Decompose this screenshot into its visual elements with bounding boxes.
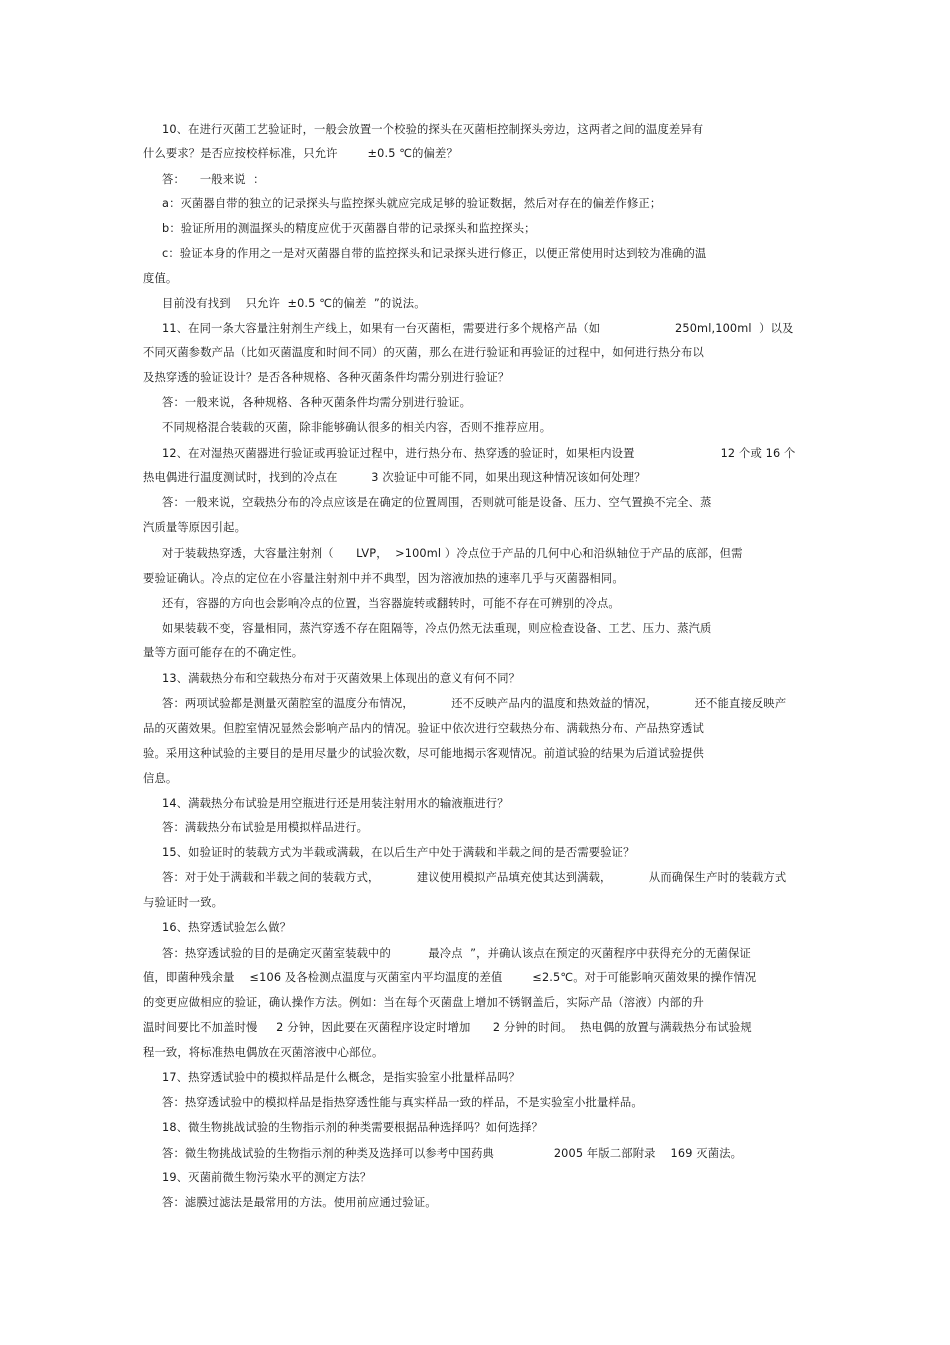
text-line: 值，即菌种残余量 ≤106 及各检测点温度与灭菌室内平均温度的差值 ≤2.5℃。对于可能影响灭菌效果的操作情况 — [143, 971, 757, 984]
text-line: 什么要求？是否应按校样标准，只允许 ±0.5 ℃的偏差？ — [143, 147, 458, 160]
text-line: 16、热穿透试验怎么做？ — [162, 921, 292, 934]
text-line: 不同灭菌参数产品（比如灭菌温度和时间不同）的灭菌，那么在进行验证和再验证的过程中，如何进行热分布以 — [143, 346, 704, 359]
text-line: 17、热穿透试验中的模拟样品是什么概念，是指实验室小批量样品吗？ — [162, 1071, 521, 1084]
text-line: 答：微生物挑战试验的生物指示剂的种类及选择可以参考中国药典 2005 年版二部附录 169 灭菌法。 — [162, 1147, 743, 1160]
text-line: 温时间要比不加盖时慢 2 分钟，因此要在灭菌程序设定时增加 2 分钟的时间。 热电偶的放置与满载热分布试验规 — [143, 1021, 752, 1034]
text-line: 品的灭菌效果。但腔室情况显然会影响产品内的情况。验证中依次进行空载热分布、满载热分布、产品热穿透试 — [143, 722, 704, 735]
text-line: 目前没有找到 只允许 ±0.5 ℃的偏差 ”的说法。 — [162, 297, 426, 310]
text-line: b：验证所用的测温探头的精度应优于灭菌器自带的记录探头和监控探头； — [162, 222, 536, 235]
text-line: 及热穿透的验证设计？是否各种规格、各种灭菌条件均需分别进行验证？ — [143, 371, 510, 384]
text-line: 程一致，将标准热电偶放在灭菌溶液中心部位。 — [143, 1046, 384, 1059]
text-line: 度值。 — [143, 272, 178, 285]
text-line: 热电偶进行温度测试时，找到的冷点在 3 次验证中可能不同，如果出现这种情况该如何处理？ — [143, 471, 646, 484]
text-line: 答：一般来说，空载热分布的冷点应该是在确定的位置周围，否则就可能是设备、压力、空气置换不完全、蒸 — [162, 496, 712, 509]
text-line: a：灭菌器自带的独立的记录探头与监控探头就应完成足够的验证数据，然后对存在的偏差作修正； — [162, 197, 662, 210]
text-line: 如果装载不变，容量相同，蒸汽穿透不存在阻隔等，冷点仍然无法重现，则应检查设备、工艺、压力、蒸汽质 — [162, 622, 712, 635]
text-line: 对于装载热穿透，大容量注射剂（ LVP， >100ml ）冷点位于产品的几何中心和沿纵轴位于产品的底部，但需 — [162, 547, 743, 560]
text-line: 与验证时一致。 — [143, 896, 224, 909]
text-line: 信息。 — [143, 772, 178, 785]
text-line: 15、如验证时的装载方式为半载或满载，在以后生产中处于满载和半载之间的是否需要验证？ — [162, 846, 635, 859]
text-line: 12、在对湿热灭菌器进行验证或再验证过程中，进行热分布、热穿透的验证时，如果柜内设置 12 个或 16 个 — [162, 447, 796, 460]
text-line: 量等方面可能存在的不确定性。 — [143, 646, 304, 659]
text-line: 19、灭菌前微生物污染水平的测定方法？ — [162, 1171, 372, 1184]
text-line: 答：两项试验都是测量灭菌腔室的温度分布情况， 还不反映产品内的温度和热效益的情况， 还不能直接反映产 — [162, 697, 787, 710]
text-line: 18、微生物挑战试验的生物指示剂的种类需要根据品种选择吗？如何选择？ — [162, 1121, 543, 1134]
text-line: 汽质量等原因引起。 — [143, 521, 247, 534]
text-line: 10、在进行灭菌工艺验证时，一般会放置一个校验的探头在灭菌柜控制探头旁边，这两者之间的温度差异有 — [162, 123, 704, 136]
text-line: 不同规格混合装载的灭菌，除非能够确认很多的相关内容，否则不推荐应用。 — [162, 421, 552, 434]
text-line: 的变更应做相应的验证，确认操作方法。例如：当在每个灭菌盘上增加不锈钢盖后，实际产品（溶液）内部的升 — [143, 996, 704, 1009]
text-line: 14、满载热分布试验是用空瓶进行还是用装注射用水的输液瓶进行？ — [162, 797, 509, 810]
text-line: 答：热穿透试验中的模拟样品是指热穿透性能与真实样品一致的样品，不是实验室小批量样品。 — [162, 1096, 643, 1109]
text-line: 验。采用这种试验的主要目的是用尽量少的试验次数，尽可能地揭示客观情况。前道试验的结果为后道试验提供 — [143, 747, 704, 760]
text-line: 要验证确认。冷点的定位在小容量注射剂中并不典型，因为溶液加热的速率几乎与灭菌器相同。 — [143, 572, 624, 585]
text-line: 答：滤膜过滤法是最常用的方法。使用前应通过验证。 — [162, 1196, 437, 1209]
text-line: c：验证本身的作用之一是对灭菌器自带的监控探头和记录探头进行修正，以便正常使用时达到较为准确的温 — [162, 247, 707, 260]
text-line: 答：满载热分布试验是用模拟样品进行。 — [162, 821, 369, 834]
text-line: 还有，容器的方向也会影响冷点的位置，当容器旋转或翻转时，可能不存在可辨别的冷点。 — [162, 597, 620, 610]
text-line: 答：热穿透试验的目的是确定灭菌室装载中的 最冷点 ”，并确认该点在预定的灭菌程序中获得充分的无菌保证 — [162, 947, 751, 960]
text-line: 答：对于处于满载和半载之间的装载方式， 建议使用模拟产品填充使其达到满载， 从而确保生产时的装载方式 — [162, 871, 787, 884]
text-line: 11、在同一条大容量注射剂生产线上，如果有一台灭菌柜，需要进行多个规格产品（如 250ml,100ml ）以及 — [162, 322, 794, 335]
text-line: 13、满载热分布和空载热分布对于灭菌效果上体现出的意义有何不同？ — [162, 672, 521, 685]
text-line: 答： 一般来说 ： — [162, 173, 265, 186]
text-line: 答：一般来说，各种规格、各种灭菌条件均需分别进行验证。 — [162, 396, 472, 409]
